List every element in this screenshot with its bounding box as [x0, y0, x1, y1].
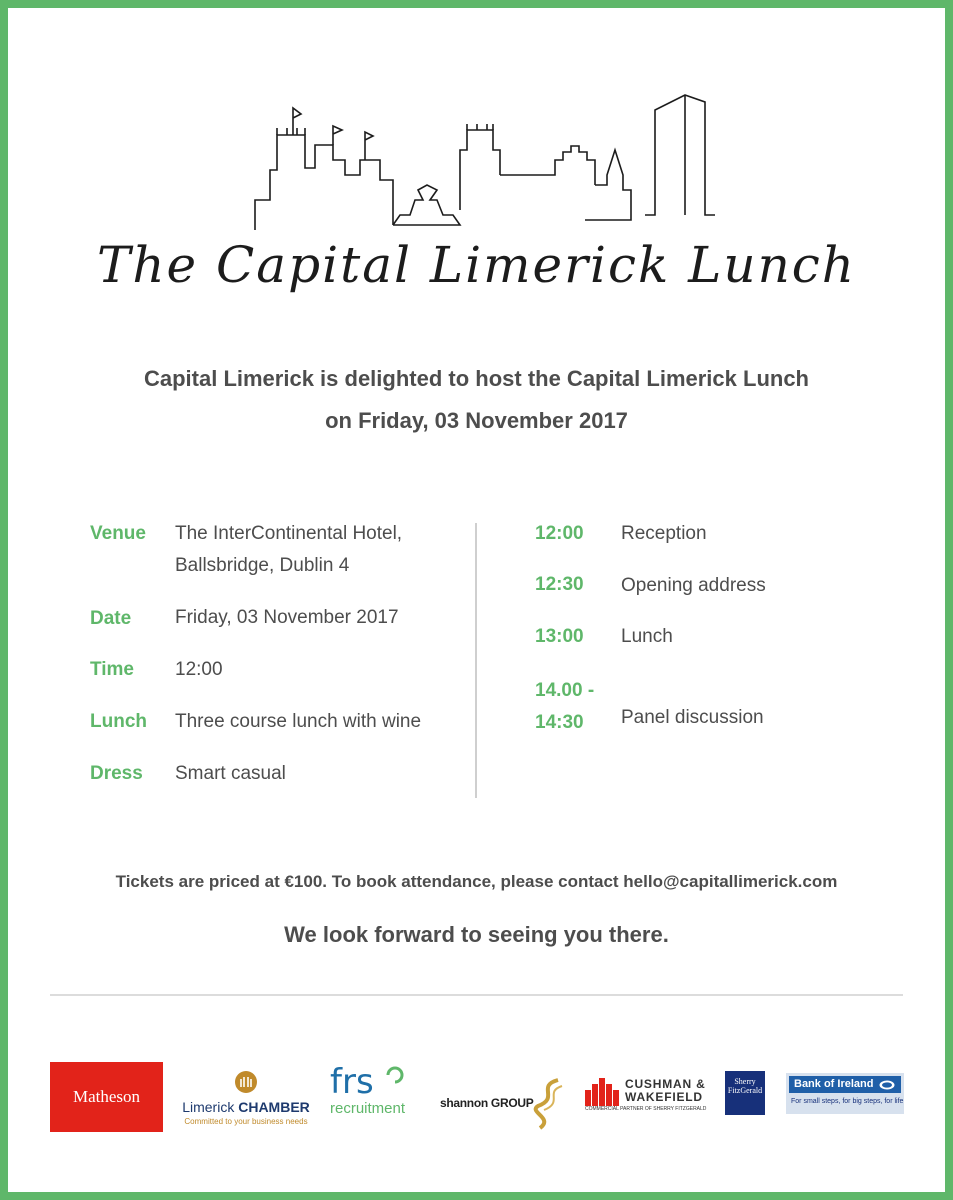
intro-line-1: Capital Limerick is delighted to host the Capital Limerick Lunch: [143, 366, 809, 391]
dress-value: Smart casual: [175, 763, 286, 784]
chamber-emblem-icon: [234, 1070, 258, 1094]
chamber-tagline: Committed to your business needs: [184, 1117, 308, 1126]
column-divider: [475, 523, 477, 798]
sherry-line-1: Sherry: [734, 1077, 756, 1086]
chamber-name: [178, 1099, 314, 1115]
event-script-title: The Capital Limerick Lunch: [97, 236, 856, 294]
date-value: Friday, 03 November 2017: [175, 607, 399, 628]
frs-wordmark: [330, 1064, 422, 1100]
boi-tagline: For small steps, for big steps, for life: [791, 1098, 904, 1105]
limerick-skyline-illustration: [215, 90, 735, 240]
schedule-time-panel: [535, 675, 594, 739]
frs-main-text: frs: [330, 1062, 374, 1102]
schedule-event-lunch: Lunch: [621, 626, 673, 647]
schedule-time-reception: 12:00: [535, 523, 584, 544]
time-label: Time: [90, 659, 135, 680]
chamber-name-bold: CHAMBER: [238, 1099, 310, 1115]
schedule-event-panel: Panel discussion: [621, 707, 764, 728]
schedule-time-opening: 12:30: [535, 574, 584, 595]
cushman-name-line-2: WAKEFIELD: [625, 1090, 703, 1104]
panel-time-start: 14.00 -: [535, 680, 595, 701]
cushman-wakefield-logo: [585, 1076, 715, 1116]
intro-line-2: on Friday, 03 November 2017: [325, 408, 628, 433]
frs-swirl-icon: [384, 1064, 406, 1086]
venue-label: Venue: [90, 523, 146, 544]
shannon-group-logo: [440, 1078, 565, 1130]
frs-recruitment-logo: [330, 1064, 422, 1130]
sherry-fitzgerald-logo: [725, 1071, 765, 1115]
schedule-event-reception: Reception: [621, 523, 707, 544]
date-label: Date: [90, 608, 132, 629]
venue-line-1: The InterContinental Hotel,: [175, 523, 403, 544]
dress-label: Dress: [90, 763, 143, 784]
boi-name: Bank of Ireland: [794, 1078, 874, 1090]
shannon-swirl-icon: [530, 1078, 566, 1130]
cushman-partner-note: COMMERCIAL PARTNER OF SHERRY FITZGERALD: [585, 1106, 707, 1112]
ticket-info: Tickets are priced at €100. To book attendance, please contact hello@capitallimerick.com: [115, 872, 838, 891]
bank-of-ireland-logo: [786, 1073, 904, 1114]
closing-message: We look forward to seeing you there.: [284, 922, 669, 947]
frs-subtitle: recruitment: [330, 1100, 406, 1117]
venue-line-2: Ballsbridge, Dublin 4: [175, 555, 350, 576]
schedule-event-opening: Opening address: [621, 575, 766, 596]
lunch-value: Three course lunch with wine: [175, 711, 422, 732]
shannon-wordmark: shannon GROUP: [440, 1096, 534, 1110]
time-value: 12:00: [175, 659, 223, 680]
cushman-buildings-icon: [585, 1078, 619, 1106]
sherry-line-2: FitzGerald: [727, 1086, 763, 1095]
schedule-time-lunch: 13:00: [535, 626, 584, 647]
footer-divider: [50, 994, 903, 996]
panel-time-end: 14:30: [535, 712, 584, 733]
boi-name-bar: [789, 1076, 901, 1093]
venue-value: [175, 518, 402, 582]
cushman-name: [625, 1078, 706, 1104]
boi-crest-icon: [879, 1080, 895, 1090]
limerick-chamber-logo: [178, 1070, 314, 1128]
cushman-name-line-1: CUSHMAN &: [625, 1077, 706, 1091]
lunch-label: Lunch: [90, 711, 147, 732]
matheson-logo: Matheson: [50, 1062, 163, 1132]
chamber-name-plain: Limerick: [182, 1099, 239, 1115]
